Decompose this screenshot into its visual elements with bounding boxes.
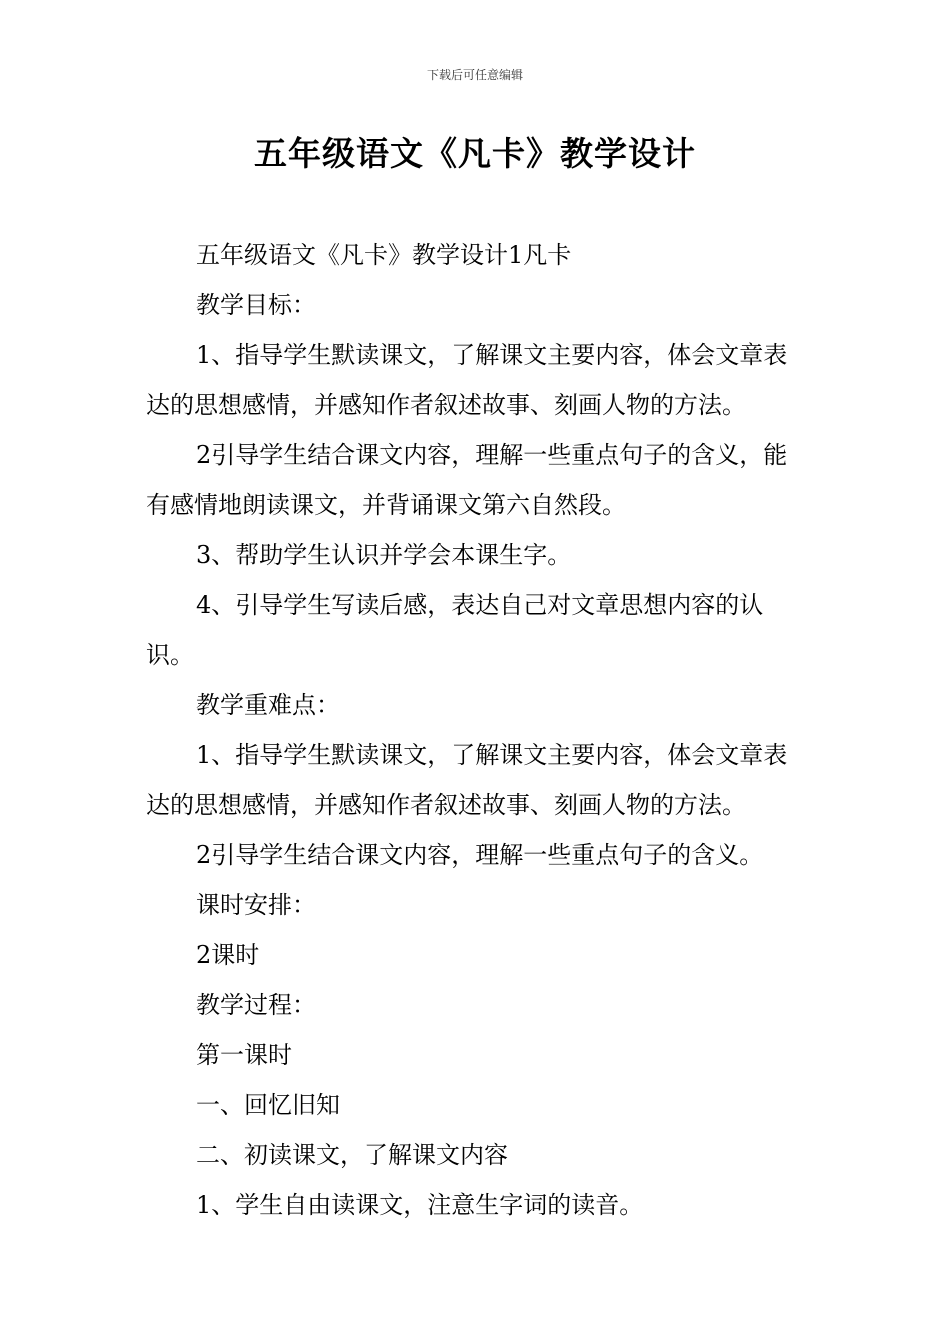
paragraph: 2引导学生结合课文内容，理解一些重点句子的含义。 [196, 841, 764, 869]
paragraph: 五年级语文《凡卡》教学设计1凡卡 [196, 241, 572, 269]
paragraph: 1、学生自由读课文，注意生字词的读音。 [196, 1191, 644, 1219]
paragraph: 1、指导学生默读课文，了解课文主要内容，体会文章表达的思想感情，并感知作者叙述故事、刻画人物的方法。 [146, 341, 788, 419]
paragraph: 1、指导学生默读课文，了解课文主要内容，体会文章表达的思想感情，并感知作者叙述故事、刻画人物的方法。 [146, 741, 788, 819]
paragraph: 2引导学生结合课文内容，理解一些重点句子的含义，能有感情地朗读课文，并背诵课文第六自然段。 [146, 441, 788, 519]
paragraph: 教学重难点： [196, 691, 340, 719]
paragraph: 2课时 [196, 941, 260, 969]
paragraph: 教学过程： [196, 991, 316, 1019]
paragraph: 一、回忆旧知 [196, 1091, 340, 1119]
paragraph: 3、帮助学生认识并学会本课生字。 [196, 541, 572, 569]
document-title: 五年级语文《凡卡》教学设计 [254, 134, 696, 173]
paragraph: 二、初读课文，了解课文内容 [196, 1141, 508, 1169]
paragraph: 教学目标： [196, 291, 316, 319]
header-note: 下载后可任意编辑 [426, 68, 523, 82]
paragraph: 4、引导学生写读后感，表达自己对文章思想内容的认识。 [146, 591, 764, 669]
document-body [146, 230, 811, 1230]
paragraph: 课时安排： [196, 891, 316, 919]
paragraph: 第一课时 [196, 1041, 292, 1069]
